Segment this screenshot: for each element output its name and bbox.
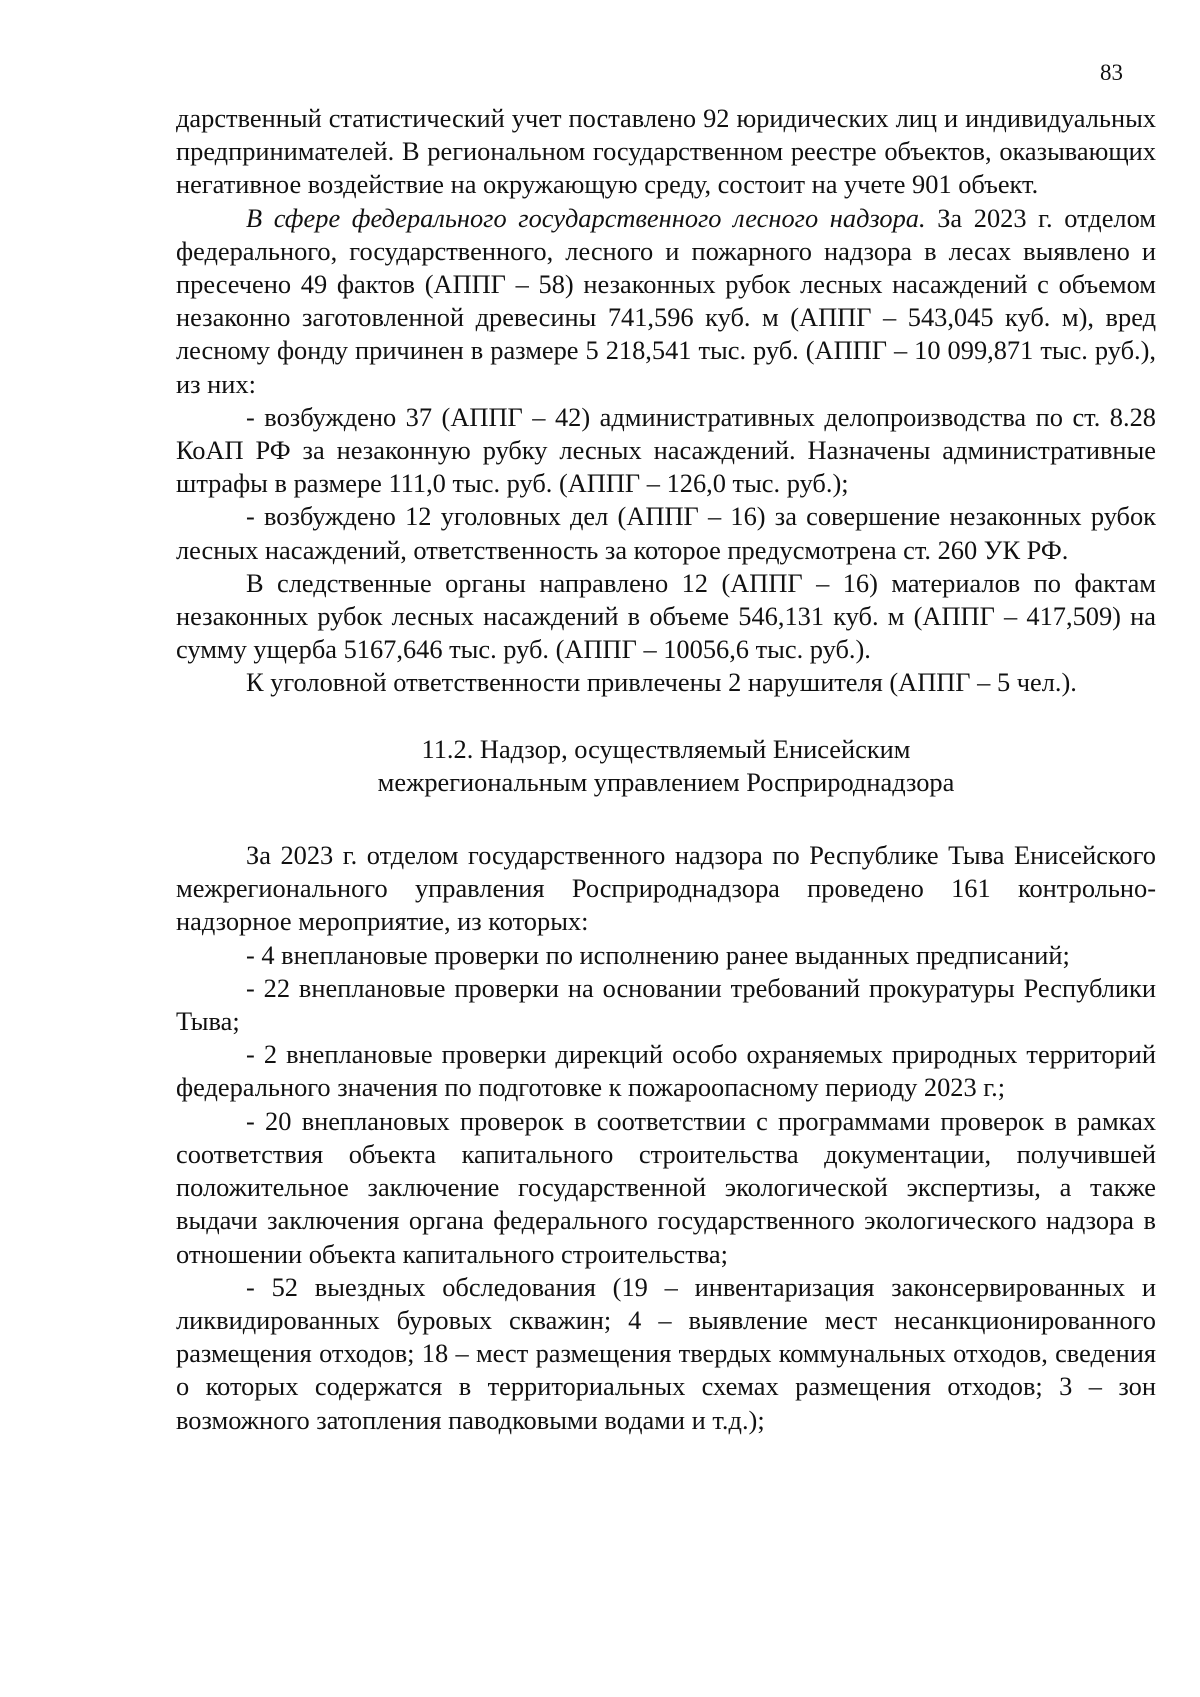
section-heading [176, 733, 1156, 799]
document-body [176, 102, 1156, 1437]
paragraph-investigation: В следственные органы направлено 12 (АППГ – 16) материалов по фактам незаконных рубок лесных насаждений в объеме 546,131 куб. м (АППГ – 417,509) на сумму ущерба 5167,646 тыс. руб. (АППГ – 10056,6 тыс. руб.). [176, 567, 1156, 665]
paragraph-liability: К уголовной ответственности привлечены 2 нарушителя (АППГ – 5 чел.). [246, 667, 1077, 698]
paragraph-yenisei-intro: За 2023 г. отделом государственного надзора по Республике Тыва Енисейского межрегионального управления Росприроднадзора проведено 161 контрольно-надзорное мероприятие, из которых: [176, 840, 1156, 937]
section-heading-line2: межрегиональным управлением Росприроднадзора [377, 766, 955, 797]
list-item-inspections-1: - 4 внеплановые проверки по исполнению ранее выданных предписаний; [246, 939, 1070, 970]
paragraph-forest-lead [176, 202, 1156, 401]
page-number: 83 [1100, 60, 1123, 85]
forest-section-title: В сфере федерального государственного лесного надзора. [246, 202, 926, 233]
list-item-inspections-2: - 22 внеплановые проверки на основании требований прокуратуры Республики Тыва; [176, 972, 1156, 1037]
list-item-inspections-3: - 2 внеплановые проверки дирекций особо охраняемых природных территорий федерального значения по подготовке к пожароопасному периоду 2023 г.; [176, 1039, 1156, 1103]
list-item-criminal-cases: - возбуждено 12 уголовных дел (АППГ – 16) за совершение незаконных рубок лесных насаждений, ответственность за которое предусмотрена ст. 260 УК РФ. [176, 501, 1156, 565]
paragraph-registry: дарственный статистический учет поставлено 92 юридических лиц и индивидуальных предпринимателей. В региональном государственном реестре объектов, оказывающих негативное воздействие на окружающую среду, состоит на учете 901 объект. [176, 103, 1156, 200]
list-item-admin-cases: - возбуждено 37 (АППГ – 42) административных делопроизводства по ст. 8.28 КоАП РФ за незаконную рубку лесных насаждений. Назначены административные штрафы в размере 111,0 тыс. руб. (АППГ – 126,0 тыс. руб.); [176, 401, 1156, 499]
section-heading-line1: 11.2. Надзор, осуществляемый Енисейским [421, 733, 911, 764]
list-item-inspections-5: - 52 выездных обследования (19 – инвентаризация законсервированных и ликвидированных буровых скважин; 4 – выявление мест несанкционированного размещения отходов; 18 – мест размещения твердых коммунальных отходов, сведения о которых содержатся в территориальных схемах размещения отходов; 3 – зон возможного затопления паводковыми водами и т.д.); [176, 1271, 1156, 1435]
list-item-inspections-4: - 20 внеплановых проверок в соответствии с программами проверок в рамках соответствия объекта капитального строительства документации, получившей положительное заключение государственной экологической экспертизы, а также выдачи заключения органа федерального государственного экологического надзора в отношении объекта капитального строительства; [176, 1105, 1156, 1269]
forest-lead-text: За 2023 г. отделом федерального, государственного, лесного и пожарного надзора в лесах выявлено и пресечено 49 фактов (АППГ – 58) незаконных рубок лесных насаждений с объемом незаконно заготовленной древесины 741,596 куб. м (АППГ – 543,045 куб. м), вред лесному фонду причинен в размере 5 218,541 тыс. руб. (АППГ – 10 099,871 тыс. руб.), из них: [176, 202, 1156, 399]
